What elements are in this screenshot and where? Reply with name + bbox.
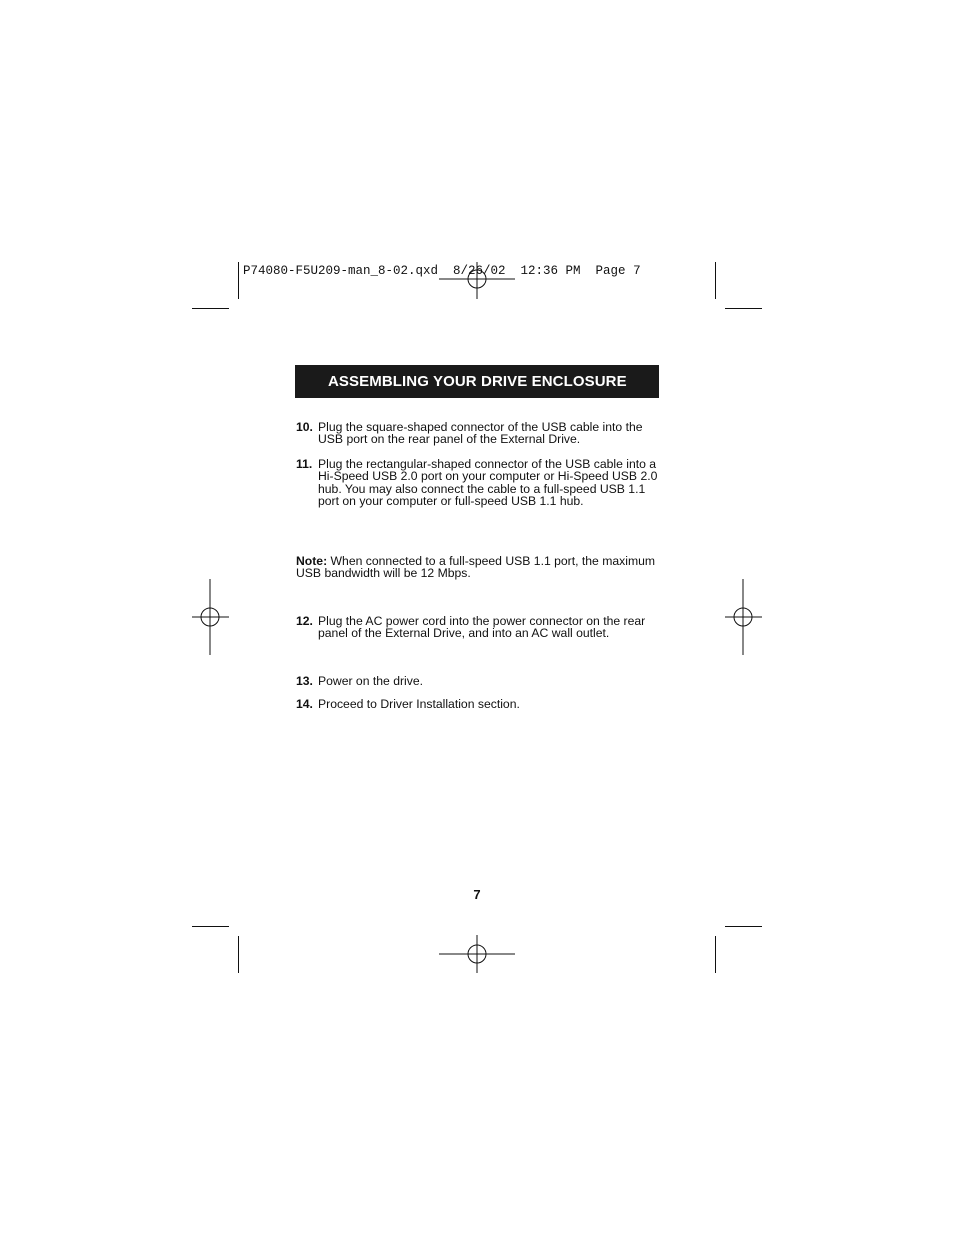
step-number: 12.	[296, 614, 313, 628]
registration-mark-top-icon	[439, 262, 515, 338]
step-number: 14.	[296, 697, 313, 711]
step-number: 10.	[296, 420, 313, 434]
step-text: Plug the AC power cord into the power connector on the rear panel of the External Drive, and into an AC wall outlet.	[318, 614, 646, 641]
step-10	[296, 421, 658, 446]
step-12	[296, 615, 658, 640]
print-slug-line: P74080-F5U209-man_8-02.qxd 8/26/02 12:36 PM Page 7	[243, 264, 641, 278]
step-number: 13.	[296, 674, 313, 688]
note-text: When connected to a full-speed USB 1.1 port, the maximum USB bandwidth will be 12 Mbps.	[296, 554, 656, 581]
note-paragraph	[296, 555, 658, 580]
crop-mark-top-right-horizontal	[725, 308, 762, 309]
step-14	[296, 698, 658, 710]
step-13	[296, 675, 658, 687]
crop-mark-top-left-vertical	[238, 262, 239, 299]
note-label: Note:	[296, 554, 328, 568]
step-text: Proceed to Driver Installation section.	[318, 697, 520, 711]
section-title	[295, 365, 659, 398]
step-number: 11.	[296, 457, 313, 471]
step-text: Plug the square-shaped connector of the USB cable into the USB port on the rear panel of the External Drive.	[318, 420, 643, 447]
registration-mark-right-icon	[725, 579, 801, 655]
step-text: Plug the rectangular-shaped connector of the USB cable into a Hi-Speed USB 2.0 port on your computer or Hi-Speed USB 2.0 hub. You may also connect the cable to a full-speed USB 1.1 port on your computer or full-speed USB 1.1 hub.	[318, 457, 658, 508]
section-title-text: ASSEMBLING YOUR DRIVE ENCLOSURE	[328, 373, 627, 390]
crop-mark-top-right-vertical	[715, 262, 716, 299]
registration-mark-left-icon	[192, 579, 268, 655]
crop-mark-bottom-right-vertical	[715, 936, 716, 973]
page-number: 7	[473, 887, 481, 902]
registration-mark-bottom-icon	[439, 935, 515, 1011]
crop-mark-top-left-horizontal	[192, 308, 229, 309]
step-text: Power on the drive.	[318, 674, 424, 688]
step-11	[296, 458, 658, 507]
crop-mark-bottom-right-horizontal	[725, 926, 762, 927]
crop-mark-bottom-left-vertical	[238, 936, 239, 973]
crop-mark-bottom-left-horizontal	[192, 926, 229, 927]
